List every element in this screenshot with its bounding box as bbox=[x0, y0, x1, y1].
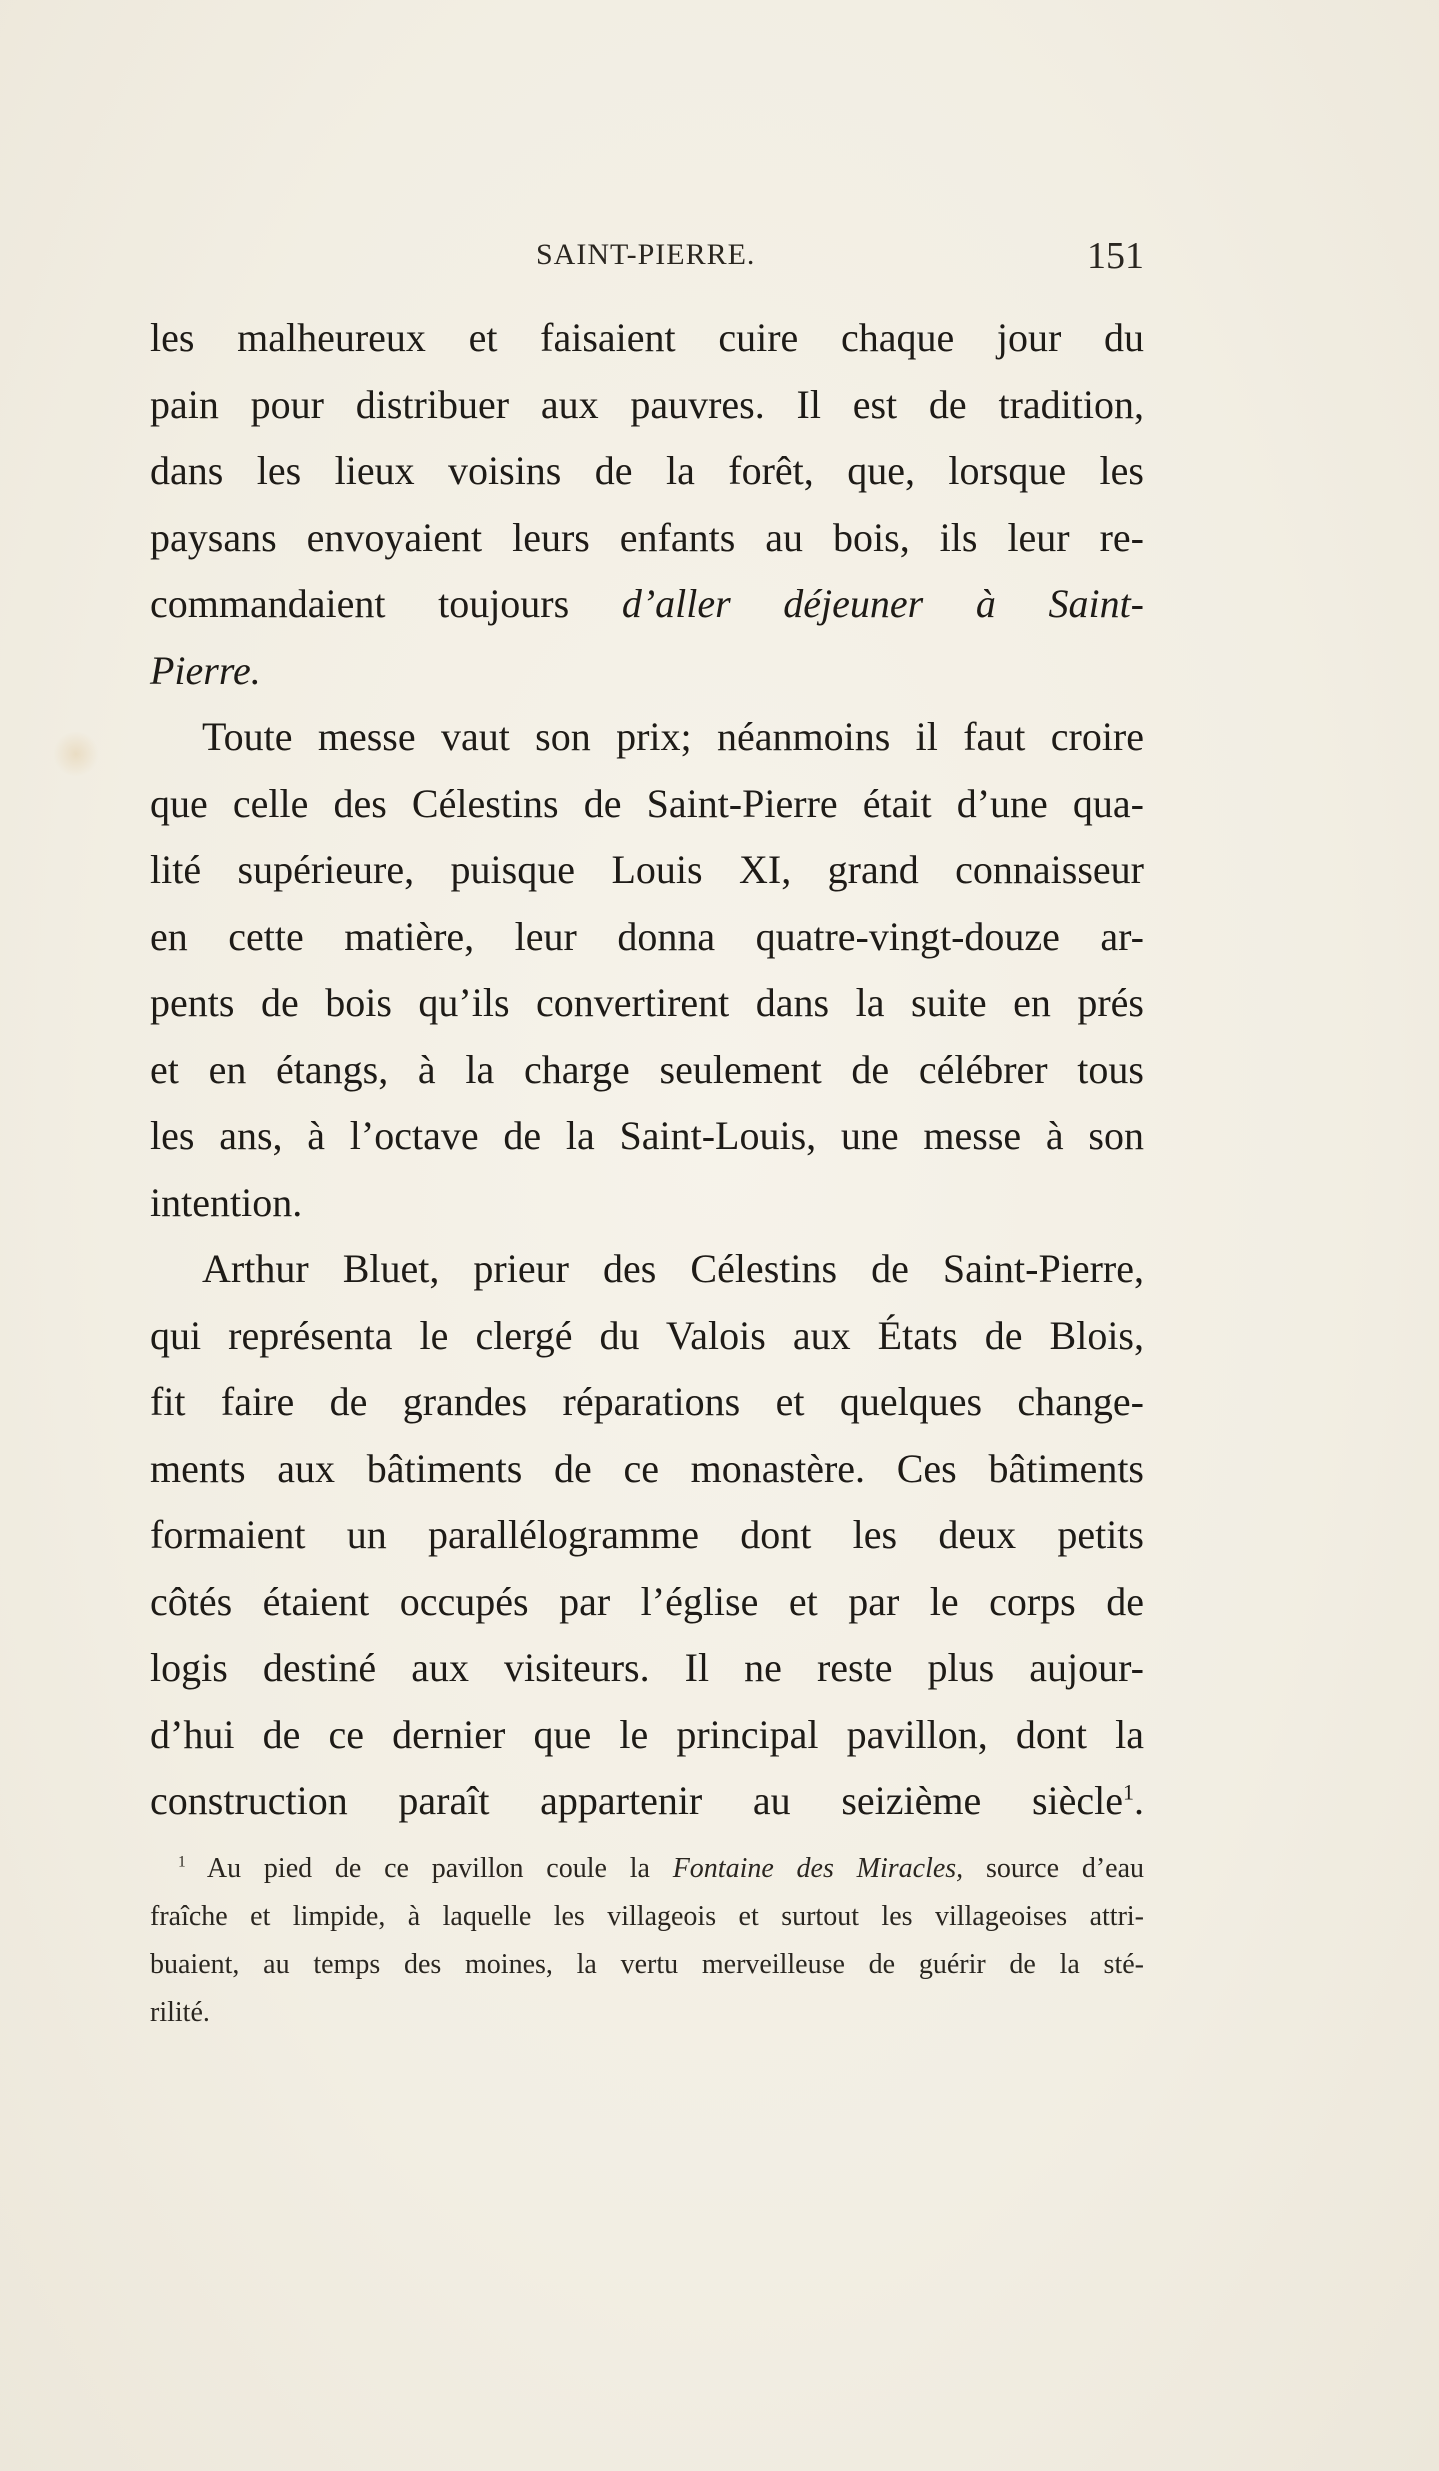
text-span: source d’eau bbox=[963, 1853, 1144, 1884]
text-line: intention. bbox=[150, 1179, 303, 1225]
text-line bbox=[150, 638, 1144, 705]
text-line: dans les lieux voisins de la forêt, que, lorsque les bbox=[150, 448, 1144, 493]
paragraph-2 bbox=[150, 704, 1144, 1236]
text-line: Arthur Bluet, prieur des Célestins de Saint-Pierre, bbox=[202, 1246, 1144, 1291]
text-line: que celle des Célestins de Saint-Pierre était d’une qua- bbox=[150, 780, 1144, 826]
text-line: logis destiné aux visiteurs. Il ne reste plus aujour- bbox=[150, 1645, 1144, 1690]
text-line: pents de bois qu’ils convertirent dans la suite en prés bbox=[150, 980, 1144, 1025]
footnote-line: rilité. bbox=[150, 1997, 210, 2028]
running-head bbox=[150, 235, 1144, 282]
paper-stain bbox=[52, 732, 100, 776]
italic-title: Fontaine des Miracles, bbox=[672, 1853, 964, 1884]
text-span: Au pied de ce pavillon coule la bbox=[185, 1853, 673, 1884]
text-line: ments aux bâtiments de ce monastère. Ces bâtiments bbox=[150, 1445, 1144, 1491]
text-line: Toute messe vaut son prix; néanmoins il faut croire bbox=[202, 714, 1144, 759]
italic-quote-end: Pierre. bbox=[150, 647, 261, 693]
text-line: et en étangs, à la charge seulement de célébrer tous bbox=[150, 1046, 1144, 1092]
running-title: SAINT-PIERRE. bbox=[536, 238, 756, 271]
text-line: côtés étaient occupés par l’église et par le corps de bbox=[150, 1578, 1144, 1624]
text-line: lité supérieure, puisque Louis XI, grand connaisseur bbox=[150, 847, 1144, 892]
footnote bbox=[150, 1845, 1144, 2037]
footnote-line: fraîche et limpide, à laquelle les villageois et surtout les villageoises attri- bbox=[150, 1901, 1144, 1932]
text-span: . bbox=[1134, 1778, 1144, 1823]
paragraph-1 bbox=[150, 305, 1144, 704]
footnote-line: buaient, au temps des moines, la vertu merveilleuse de guérir de la sté- bbox=[150, 1949, 1144, 1980]
text-line: fit faire de grandes réparations et quelques change- bbox=[150, 1379, 1144, 1424]
text-line: d’hui de ce dernier que le principal pavillon, dont la bbox=[150, 1711, 1144, 1757]
text-line bbox=[150, 1768, 1144, 1835]
text-line: les ans, à l’octave de la Saint-Louis, une messe à son bbox=[150, 1113, 1144, 1158]
text-line: qui représenta le clergé du Valois aux États de Blois, bbox=[150, 1312, 1144, 1358]
italic-quote: d’aller déjeuner à Saint- bbox=[621, 581, 1144, 626]
text-span: commandaient toujours bbox=[150, 581, 622, 626]
text-line: les malheureux et faisaient cuire chaque jour du bbox=[150, 315, 1144, 360]
text-line bbox=[150, 571, 1144, 638]
text-line: pain pour distribuer aux pauvres. Il est de tradition, bbox=[150, 381, 1144, 427]
footnote-marker: 1 bbox=[178, 1853, 186, 1871]
text-line: en cette matière, leur donna quatre-vingt-douze ar- bbox=[150, 913, 1144, 959]
text-span: construction paraît appartenir au seizième siècle bbox=[150, 1778, 1123, 1823]
main-text bbox=[150, 305, 1144, 1835]
footnote-reference: 1 bbox=[1123, 1779, 1134, 1805]
text-line: formaient un parallélogramme dont les deux petits bbox=[150, 1512, 1144, 1557]
footnote-line bbox=[150, 1845, 1144, 1893]
paragraph-3 bbox=[150, 1236, 1144, 1835]
text-line: paysans envoyaient leurs enfants au bois, ils leur re- bbox=[150, 514, 1144, 560]
page-number: 151 bbox=[1087, 235, 1144, 277]
